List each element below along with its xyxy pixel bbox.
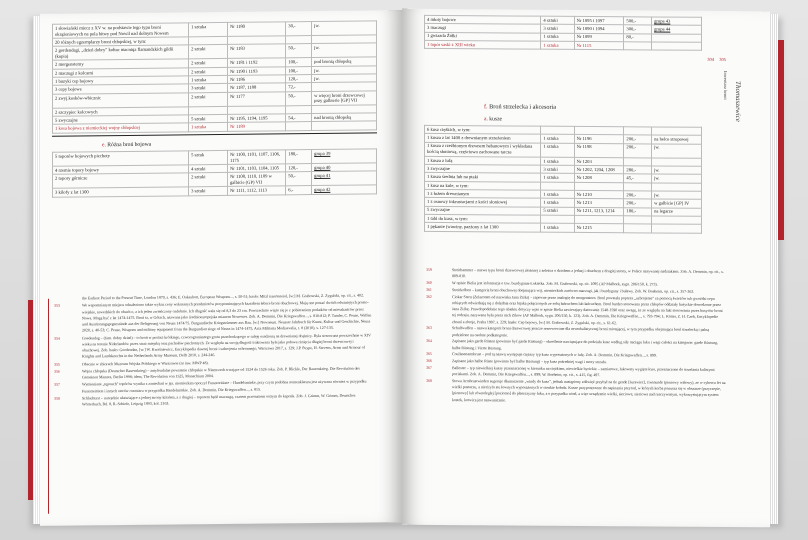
inventory-number-cell: Nr 1187, 1188 bbox=[227, 83, 285, 92]
location-cell bbox=[652, 224, 702, 233]
subsection-heading-a bbox=[484, 116, 702, 124]
right-page-edges bbox=[770, 14, 778, 524]
quantity-cell: 2 sztuki bbox=[189, 45, 228, 59]
section-heading-e bbox=[102, 139, 377, 148]
quantity-cell: 3 sztuki bbox=[541, 25, 574, 34]
inventory-number-cell: Nr 1095 i 1097 bbox=[574, 16, 624, 25]
value-cell bbox=[286, 122, 312, 131]
footnote-text: W opisie Bielia jest informacja o tzw. buzdyganie Łokietka. Zob. M. Grabowski, op. cit. 1095 (AP Malbork, sygn. 206/150, k. 273). bbox=[452, 281, 658, 287]
location-cell: jw. bbox=[652, 174, 702, 183]
footnote-text: We wspomnianym miejscu odnaleziono także wykaz ceny wskazanych przedmiotów przypominających kształtem łebsce broni obuchowej. Mają one postać dwóch odwiniętych prosto-wiejskie, szwedzkich do obuch o, a ich jeden zwieńczony ozdobnie. Ich długość wała się od 8,3 do 23 cm. Powszechnie wiąże się je z pobieraniem podatków od mieszkańców przez Nowa. Mogą być z lat 1474-1475. Broń ta, w Gótach, nazwana jako średnioeuropejska mianem Nowesser. Zob. A. Demmin, Die Kriegswaffen..., s. 810-812; P. Tamler, C. Peuse, Waffen und Ausrüstungsgegenstände aus der Belagerung von Neuss 1474/75. Burgundische Kriegstrümmer aus Bau. [w:] Nowaeum. Neusser Jahrbuch für Kunst, Kultur und Geschichte, Neuss 2020, s. 40-53; C. Peuse, Weapons and military equipment from the Burgundian siege of Neuss in 1474-1475, Acta Militaria Mediaevalia, t. 8 (2010), s. 127-135. bbox=[82, 300, 372, 333]
location-cell: jw. bbox=[652, 191, 702, 200]
value-cell: 100,- bbox=[286, 66, 312, 75]
item-description: 2 zwyj.kosków-wbicznic bbox=[53, 93, 189, 108]
item-description: 1 pękanie (wawiny, pazżony z lat 1300 bbox=[425, 223, 541, 232]
quantity-cell: 1 sztuka bbox=[189, 22, 228, 36]
footnote-text: Schulfwaffen – nazwa kategorii broni drzewcowej jeszcze rezerwowane dla neurobalistycznej broni miotającej, w tym przypadku obejmująca broń strzelecką i palną podzielone na osobne podkategorie. bbox=[452, 326, 710, 337]
location-cell: pod bronią chłopską bbox=[312, 57, 377, 66]
footnote-number: 357 bbox=[54, 382, 60, 387]
section-letter: f. bbox=[484, 103, 488, 111]
quantity-cell: 4 sztuki bbox=[541, 16, 574, 25]
subsection-title: kusze bbox=[489, 116, 503, 123]
inventory-number-cell: Nr 1180 bbox=[227, 22, 285, 37]
footnote-text: Wymieniane „tępouch” topórów wynika z zaniechań w jęz. niemieckim opoczyl Fussstreitäxte – Handelsmärke, przy czym podobna nomenklatura jest używana również w przypadku Fussstreitäxte i innych ostrów rozmiaru w przypadku Handelmärkie. Zob. A. Demmin, Die Kriegswaffen..., s. 815. bbox=[82, 379, 367, 393]
footnote-number: 360 bbox=[426, 280, 432, 285]
location-cell: na legarze bbox=[652, 208, 702, 217]
location-cell: jw. bbox=[652, 144, 702, 158]
value-cell: 120,- bbox=[286, 75, 312, 84]
footnote-number: 368 bbox=[426, 378, 432, 383]
quantity-cell: 1 sztuka bbox=[541, 199, 574, 208]
item-description: 1 kusz na kule, w tym: bbox=[425, 181, 541, 190]
footnote-text: Coulissenarmbrust – pod tą nazwą występuje cięższy typ kusz wyposażonych w lufę. Zob. A. Demmin, Die Kriegswaffen..., s. 899. bbox=[452, 352, 657, 358]
section-heading-f bbox=[484, 103, 702, 112]
value-cell: 280,- bbox=[624, 166, 652, 175]
item-description: 1 z łożem drewnianym bbox=[425, 189, 541, 198]
left-footnotes bbox=[54, 292, 372, 409]
inventory-number-cell bbox=[574, 215, 624, 224]
value-cell bbox=[624, 42, 652, 51]
quantity-cell: 2 sztuki bbox=[189, 59, 228, 68]
inventory-number-cell: Nr 1213 bbox=[574, 199, 624, 208]
location-cell: grupa 41 bbox=[312, 171, 377, 186]
footnote-text: Wojna chłopska (Deutscher Bauernkrieg) – antyfeudalne powstanie chłopskie w Niemczech trwające od 1524 do 1526 roku. Zob. P. Blickle, Der Bauernkrieg. Die Revolution des Gemeinen Mannes, Berlin 1998; idem, The Revolution von 1525, Monachium 2004. bbox=[82, 366, 360, 380]
section-title: Broń strzelecka i akcesoria bbox=[489, 103, 556, 111]
quantity-cell bbox=[541, 182, 574, 191]
inventory-number-cell: Nr 1198 bbox=[574, 143, 624, 157]
footnote-number: 358 bbox=[54, 396, 60, 401]
quantity-cell: 2 sztuki bbox=[189, 67, 228, 76]
value-cell: 72,- bbox=[286, 83, 312, 92]
footnote-text: Schlachtaxt – narzędzie ułatwiające z jednej strony kilofem, a z drugiej – toporem będź maczugą, czasem przesuniem ostrym do kaprala. Zob. J. Grimm, W. Grimm, Deutsches Wörterbuch, Bd. 8, R–Schiefe, Leipzig 1893, kol. 2163. bbox=[82, 393, 356, 407]
table-row bbox=[425, 40, 702, 50]
quantity-cell: 3 sztuki bbox=[541, 165, 574, 174]
item-description: 3 kilofy z lat 1300 bbox=[53, 187, 189, 197]
footnote bbox=[54, 332, 372, 360]
quantity-cell: 1 sztuka bbox=[541, 41, 574, 50]
location-cell: nad bronią chłopską bbox=[312, 113, 377, 122]
quantity-cell: 5 sztuki bbox=[189, 115, 228, 124]
quantity-cell: 1 sztuka bbox=[541, 135, 574, 144]
value-cell: 180,- bbox=[286, 150, 312, 164]
item-description: 2 morgensterny bbox=[53, 59, 189, 69]
weapons-table-2 bbox=[52, 148, 377, 197]
item-description: 4 rzemie topory bojowy bbox=[53, 165, 189, 175]
location-cell bbox=[652, 183, 702, 192]
inventory-number-cell: Nr 1115 bbox=[574, 41, 624, 50]
value-cell: 120,- bbox=[286, 164, 312, 173]
running-head-author: Thomaszewice bbox=[734, 81, 742, 122]
quantity-cell: 1 sztuka bbox=[189, 123, 228, 132]
location-cell: grupa 39 bbox=[312, 149, 377, 164]
value-cell: 200,- bbox=[624, 135, 652, 144]
inventory-number-cell: Nr 1111, 1112, 1113 bbox=[227, 186, 285, 195]
footnote-divider bbox=[48, 299, 49, 514]
item-description: 2 szczypiec kolcowych bbox=[53, 107, 189, 117]
inventory-number-cell: Nr 1211, 1213, 1214 bbox=[574, 207, 624, 216]
footnote-text: Stowa Armbrustwinden sugeruje dłumaczenie „windy do kusz”, jednak nastąpiony zdźwięź przybył na tle gende [żurawiec], ciwinunde (pionowy wałowy), ze w cyberca fet na wielki pustaczu, a niecirylo stu łownych wyposażonych w cienkie kołodz. Kusze przyporęczone do napinania przyrod, w których korba ponusza się w obszarze (przyczepie, [pionowy] lub równoległej [poziomo] do płaszczyzny łuku, a o przypadku wind, a więc urządzenie wielki, sieciowe, sieciowa nad rzeczywistym, wykorzystującym system kostek, kotwica jest nazwanicznie. bbox=[452, 378, 726, 402]
location-cell: w więcej broni drzewcowej przy galbierie [GP] VII bbox=[312, 91, 377, 106]
inventory-number-cell bbox=[574, 182, 624, 191]
item-description: 3 cepy bojowe bbox=[53, 84, 189, 94]
value-cell: 200,- bbox=[624, 199, 652, 208]
left-page-edges bbox=[33, 16, 40, 524]
running-head-part: Inwentarz broni bbox=[723, 70, 728, 100]
footnote-number: 361 bbox=[426, 287, 432, 292]
item-description: 4 młoty bojowe bbox=[425, 15, 541, 24]
location-cell bbox=[652, 42, 702, 51]
value-cell: 300,- bbox=[624, 25, 652, 34]
quantity-cell: 4 sztuki bbox=[189, 164, 228, 173]
footnote-number: 366 bbox=[426, 358, 432, 363]
location-cell: na belce stropowej bbox=[652, 135, 702, 144]
location-cell bbox=[652, 158, 702, 167]
footnote bbox=[54, 392, 372, 408]
right-top-table-block bbox=[424, 15, 702, 51]
location-cell: w galbicie [GP] IV bbox=[652, 199, 702, 208]
item-description: 1 kusza średnia lub na ptaki bbox=[425, 173, 541, 182]
item-description: 5 zwyczajne bbox=[425, 206, 541, 215]
footnote-number: 363 bbox=[426, 326, 432, 331]
footnote-number: 356 bbox=[54, 369, 60, 374]
item-description: 3 zwyczajne bbox=[425, 164, 541, 173]
inventory-number-cell: Nr 1208 bbox=[574, 174, 624, 183]
quantity-cell: 1 sztuka bbox=[541, 157, 574, 166]
right-main-table-block bbox=[424, 97, 702, 234]
value-cell: 45,- bbox=[624, 174, 652, 183]
item-description: 3 maczugi bbox=[425, 24, 541, 33]
item-description: 1 tabl do kusz, w tym: bbox=[425, 214, 541, 223]
footnote-number: 354 bbox=[54, 336, 60, 341]
footnote-number: 353 bbox=[54, 303, 60, 308]
quantity-cell: 5 sztuk bbox=[189, 150, 228, 164]
footnote-number: 367 bbox=[426, 365, 432, 370]
inventory-number-cell: Nr 1186 bbox=[227, 75, 285, 84]
value-cell bbox=[624, 157, 652, 166]
footnote-number: 362 bbox=[426, 294, 432, 299]
item-description: 1 kusza z lat 1400 z drewnianym strzeżeniem bbox=[425, 134, 541, 143]
item-description: 1 kusza z lufą bbox=[425, 156, 541, 165]
inventory-number-cell: Nr 1101, 1103, 1104, 1105 bbox=[227, 164, 285, 173]
value-cell: 200,- bbox=[624, 191, 652, 200]
section-letter: e. bbox=[102, 142, 106, 149]
quantity-cell: 1 sztuka bbox=[541, 174, 574, 183]
item-description: 5 zwyczajne bbox=[53, 115, 189, 125]
value-cell: 100,- bbox=[286, 58, 312, 67]
value-cell: 50,- bbox=[286, 91, 312, 105]
subsection-letter: a. bbox=[484, 116, 488, 123]
item-description: 1 buzyki cep bojowy bbox=[53, 76, 189, 86]
quantity-cell: 1 sztuka bbox=[189, 76, 228, 85]
value-cell bbox=[624, 127, 652, 136]
page-number-left: 304 bbox=[707, 56, 714, 62]
location-cell bbox=[652, 216, 702, 225]
value-cell: 200,- bbox=[624, 143, 652, 157]
item-description: 6 kusz ciężkich, w tym: bbox=[425, 125, 541, 134]
value-cell bbox=[624, 182, 652, 191]
location-cell: jw. bbox=[312, 74, 377, 83]
location-cell bbox=[652, 127, 702, 136]
inventory-number-cell: Nr 1210 bbox=[574, 190, 624, 199]
footnote-text: Streitkolben – kategoria broni obuchowej obejmująca w/g. niemieckich zarówno maczugi, jak i buzdygany i buławy. Zob. W. Boeheim, op. cit., s. 357-363. bbox=[452, 287, 695, 294]
location-cell bbox=[652, 34, 702, 43]
location-cell: jw. bbox=[652, 166, 702, 175]
weapons-table-3 bbox=[424, 15, 702, 51]
inventory-number-cell: Nr 1196 bbox=[574, 135, 624, 144]
location-cell: grupa 43 bbox=[652, 17, 702, 26]
inventory-number-cell: Nr 1189 bbox=[227, 122, 285, 131]
quantity-cell: 1 sztuka bbox=[541, 143, 574, 157]
running-head bbox=[714, 41, 754, 241]
quantity-cell: 2 sztuki bbox=[189, 173, 228, 187]
inventory-number-cell: Nr 1177 bbox=[227, 92, 285, 107]
right-red-ribbon bbox=[778, 40, 784, 240]
crossbow-table bbox=[424, 125, 702, 234]
page-number-right: 305 bbox=[719, 56, 726, 62]
left-page bbox=[40, 10, 402, 526]
location-cell bbox=[312, 121, 377, 130]
inventory-number-cell: Nr 1090 i 1094 bbox=[574, 25, 624, 34]
quantity-cell: 1 sztuka bbox=[541, 190, 574, 199]
location-cell: grupa 44 bbox=[652, 25, 702, 34]
inventory-number-cell: Nr 1108, 1110, 1109 w galbicie (GP) VII bbox=[227, 172, 285, 187]
quantity-cell: 1 sztuka bbox=[541, 33, 574, 42]
left-red-ribbon bbox=[28, 300, 33, 500]
value-cell: 180,- bbox=[624, 207, 652, 216]
value-cell: 54,- bbox=[286, 114, 312, 123]
item-description: 2 topory górnicze bbox=[53, 173, 189, 188]
footnote-text: Ballester – typ niewielkiej kuszy przeznaczonej w kierunku na ciężkiem, niewielkie bycickie – zamiarowe, łukowaty wygięte łozo, przeznaczone do strzelania kulistymi pociskami. Zob. A. Demmin, Die Kriegswaffen..., s. 899; W. Boeheim, op. cit., s. 415, fig. 497. bbox=[452, 365, 715, 378]
footnote-number: 364 bbox=[426, 339, 432, 344]
footnote-text: the Earliest Period to the Present Time, London 1870, s. 436; E. Oakeshott, European Weapons..., s. 50-51; hasło: Mitzl iszerteneiol, [w:] M. Grabowski, Z. Zygulski, op. cit., s. 402. bbox=[82, 293, 364, 301]
footnote bbox=[426, 378, 726, 405]
footnote-text: Streithammer – nazwa typu broni drzewcowej złożonej z żeleźca o dziobem z jednej i obuchem z drugiej strony, w Polsce nazywanej nadziakiem. Zob. A. Demmin, op. cit., s. 809-810. bbox=[452, 268, 724, 279]
section-title: Różna broń bojowa bbox=[107, 141, 152, 149]
location-cell: jw. bbox=[312, 21, 377, 36]
footnote bbox=[426, 293, 726, 326]
inventory-number-cell: Nr 1181 i 1192 bbox=[227, 58, 285, 67]
weapons-table-1 bbox=[52, 20, 377, 133]
quantity-cell: 2 sztuki bbox=[189, 92, 228, 106]
quantity-cell: 1 sztuka bbox=[541, 224, 574, 233]
value-cell bbox=[286, 36, 312, 45]
footnote-number: 355 bbox=[54, 362, 60, 367]
footnote bbox=[54, 300, 372, 335]
inventory-number-cell: Nr 1195, 1194, 1195 bbox=[227, 114, 285, 123]
value-cell: 500,- bbox=[624, 17, 652, 26]
value-cell: 30,- bbox=[286, 22, 312, 36]
inventory-number-cell: Nr 1100, 1101, 1107, 1106, 1175 bbox=[227, 150, 285, 165]
location-cell: grupa 40 bbox=[312, 163, 377, 172]
value-cell bbox=[624, 224, 652, 233]
item-description: 1 gwiazda Żółki bbox=[425, 32, 541, 41]
inventory-number-cell: Nr 1202, 1204, 1208 bbox=[574, 165, 624, 174]
inventory-number-cell: Nr 1183 bbox=[227, 44, 285, 59]
inventory-number-cell: Nr 1099 bbox=[574, 33, 624, 42]
right-footnotes bbox=[426, 267, 726, 405]
quantity-cell: 3 sztuki bbox=[189, 187, 228, 196]
item-description: 5 toporów bojowych piechoty bbox=[53, 151, 189, 166]
quantity-cell bbox=[541, 126, 574, 135]
inventory-number-cell: Nr 1215 bbox=[574, 224, 624, 233]
item-description: 1 kosa bojowa z niemieckiej wojny chłopskiej bbox=[53, 123, 189, 133]
value-cell bbox=[286, 105, 312, 114]
footnote-text: Zapisane jako halbe Rüste (powinno być halbe Rüstung) – typ kusz pośredniej wagi i mocy strzału. bbox=[452, 359, 607, 365]
item-description: 1 z osnowy inkrustacjami z kości słoniowej bbox=[425, 198, 541, 207]
value-cell: 50,- bbox=[286, 172, 312, 186]
item-description: 2 maczugi z kolcami bbox=[53, 68, 189, 78]
inventory-number-cell: Nr 1190 i 1193 bbox=[227, 67, 285, 76]
footnote-text: Goedendag – (fam. dobry dzień) – to broń w postaci krótkiego, czworograniastego grotu przechodzącego w tuleję osadzoną na drewnianej drążnicy. Była stosowana powszechnie w XIV wieku na terenie Niderlandów przez straż miejską oraz pachołów piechotnych. Ze względu na swoją długość traktowana była jako połowa rżnięcia długiej broni drzewcowej i obuchowej. Zob. hasło: Goedendan, [w:] W. Kwaśniewicz, Encyklopedia dawnej broni i uzbrojenia ochronnego, Warszawa 2017, s. 129; J.P. Puype, H. Stevens, Arms and Armour of Knights and Landsknechts in the Netherlands Army Museum, Delft 2010, s. 244-246. bbox=[82, 332, 371, 359]
footnote-text: Obecnie w zbiorach Muzeum Wojska Polskiego w Warszawie (nr inw. MWP 48). bbox=[82, 360, 209, 366]
value-cell: 50,- bbox=[286, 44, 312, 58]
inventory-number-cell: Nr 1203 bbox=[574, 157, 624, 166]
footnote-number: 365 bbox=[426, 352, 432, 357]
footnote-text: Zapisane jako garde Rüsten (powinno być garde Rüstung) – określenie nawiązujące do podziału kusz według siły naciągu luku i wagi całości na kategorie: garde Rüstung, halbe Rüstung i Vierte Rüstung. bbox=[452, 339, 718, 350]
quantity-cell bbox=[541, 215, 574, 224]
table-row bbox=[425, 223, 702, 233]
footnote-text: Ciokar Stern (Żelazotem od nazwiska Jana Żiżki) – zapewne przez analogię do morgenstern. Broń powstała poprzez „uzbrojenie” za pomocą świeżów tub gwoździ cepa robiących odwiedzają się z dolędnia oraz bijaka połączonych ze sobą łańcuchem lub łańcuchem. Broń bardzo stosowana przez chłopów oddziały husyckie dowodzone przez Jana Żiżkę. Prawdopodobnie tego obiektu dotyczy wpis w spisie Bielia zawierający datowanie 1548-1590 oraz uwagę, że ze względu na fakt stosowania przez husytów broni tej rodzaju, nazywana była przez nich Zikow (AP Malbork, sygn. 206/150, k. 123). Zob. A. Demmin, Die Kriegswaffen..., s. 793-794; L. Kötter, Z. H. Czeh, Encyklopedie zbraní a zbroje, Praha 1997, s. 229; hasło: Cep bojowy, [w:] M. Grabowski, Z. Zygulski, op. cit., s. 61-62. bbox=[452, 294, 723, 325]
location-cell: jw. bbox=[312, 43, 377, 58]
inventory-number-cell bbox=[574, 126, 624, 135]
value-cell bbox=[624, 216, 652, 225]
item-description: 1 topór saski z XIII wieku bbox=[425, 40, 541, 49]
item-description: 20 różnych egzemplarzy broni chłopskiej, w tym: bbox=[53, 37, 189, 47]
left-inventory-table-block bbox=[52, 20, 377, 197]
item-description: 1 słowiański miecz z XV w. na podstawie tego typu broni okrążeniowych na pola bitwy pod Nowil nad dolnym Nowem bbox=[53, 23, 189, 38]
quantity-cell: 3 sztuki bbox=[189, 84, 228, 93]
item-description: 1 kusza z rzeźbionym drewnem hebanowym i wykładana kością słoniową, częściowo zachowane tarcze bbox=[425, 142, 541, 157]
location-cell: grupa 42 bbox=[312, 185, 377, 194]
right-page bbox=[402, 9, 770, 528]
item-description: 2 gordendagi, „dzień dobry” kołtac macniqa flamandzkich gildii (kopia) bbox=[53, 45, 189, 60]
value-cell: 80,- bbox=[624, 33, 652, 42]
footnote-number: 359 bbox=[426, 267, 432, 272]
value-cell: 6,- bbox=[286, 186, 312, 195]
location-cell: jw. bbox=[312, 66, 377, 75]
quantity-cell: 5 sztuki bbox=[541, 207, 574, 216]
